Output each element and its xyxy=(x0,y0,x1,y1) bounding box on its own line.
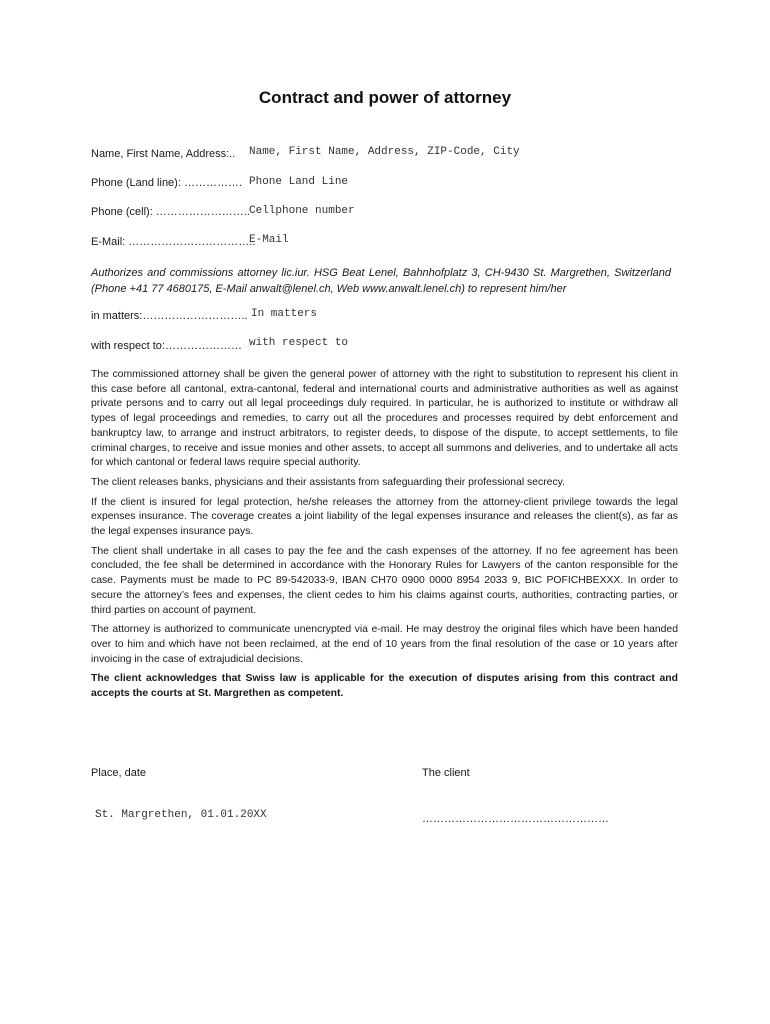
matters-label: in matters:……………………….. xyxy=(91,310,248,322)
client-label: The client xyxy=(422,767,470,779)
name-field-label: Name, First Name, Address:.. xyxy=(91,148,236,160)
name-field-value[interactable]: Name, First Name, Address, ZIP-Code, City xyxy=(249,146,520,158)
matters-value[interactable]: In matters xyxy=(251,308,318,320)
email-files-paragraph: The attorney is authorized to communicate unencrypted via e-mail. He may destroy the original files which have been handed over to him and which have not been reclaimed, at the end of 10 years from the final resolution of the case or 10 years after invoicing in the case of extrajudicial decisions. xyxy=(91,624,678,665)
jurisdiction-clause: The client acknowledges that Swiss law is applicable for the execution of disputes arising from this contract and accepts the courts at St. Margrethen as competent. xyxy=(91,673,678,700)
contract-body xyxy=(91,368,678,707)
email-field-value[interactable]: E-Mail xyxy=(249,234,289,246)
secrecy-paragraph: The client releases banks, physicians and their assistants from safeguarding their professional secrecy. xyxy=(91,476,565,488)
client-signature-line[interactable]: …………………………………………… xyxy=(422,813,609,825)
fee-paragraph: The client shall undertake in all cases to pay the fee and the cash expenses of the attorney. If no fee agreement has been concluded, the fee shall be determined in accordance with the Honorary Rules for Lawyers of the canton responsible for the case. Payments must be made to PC 89-542033-9, IBAN CH70 0900 0000 8954 2033 9, BIC POFICHBEXXX. In order to secure the attorney’s fees and expenses, the client cedes to him his claims against courts, authorities, contracting parties, or third parties on account of payment. xyxy=(91,545,678,616)
place-date-value[interactable]: St. Margrethen, 01.01.20XX xyxy=(95,809,267,821)
place-date-label: Place, date xyxy=(91,767,147,779)
landline-field-value[interactable]: Phone Land Line xyxy=(249,176,349,188)
authorization-text: Authorizes and commissions attorney lic.iur. HSG Beat Lenel, Bahnhofplatz 3, CH-9430 St. Margrethen, Switzerland (Phone +41 77 4680175, E-Mail anwalt@lenel.ch, Web www.anwalt.lenel.ch) to represent him/her xyxy=(91,267,671,295)
insurance-paragraph: If the client is insured for legal protection, he/she releases the attorney from the attorney-client privilege towards the legal expenses insurance. The coverage creates a joint liability of the legal expenses insurance and releases the client(s), as far as the legal expenses insurance pays. xyxy=(91,496,678,538)
cell-field-label: Phone (cell): …………………….. xyxy=(91,206,250,218)
document-title: Contract and power of attorney xyxy=(258,88,512,107)
respect-label: with respect to:………………… xyxy=(91,340,242,352)
power-of-attorney-paragraph: The commissioned attorney shall be given the general power of attorney with the right to substitution to represent his client in this case before all cantonal, extra-cantonal, federal and international courts and administrative authorities as well as against private persons and to carry out all legal proceedings duly required. In particular, he is authorized to institute or withdraw all types of legal proceedings and remedies, to carry out all the procedures and processes required by debt enforcement and bankruptcy law, to arrange and instruct arbitrators, to register deeds, to dispose of the dispute, to accept settlements, to file criminal charges, to receive and issue monies and other assets, to accept all summons and deliveries, and to undertake all acts for which cantonal or federal laws require special authority. xyxy=(91,369,678,469)
cell-field-value[interactable]: Cellphone number xyxy=(249,205,355,217)
landline-field-label: Phone (Land line): ……………. xyxy=(91,177,243,189)
respect-value[interactable]: with respect to xyxy=(249,337,349,349)
email-field-label: E-Mail: …………………………….. xyxy=(91,236,256,248)
